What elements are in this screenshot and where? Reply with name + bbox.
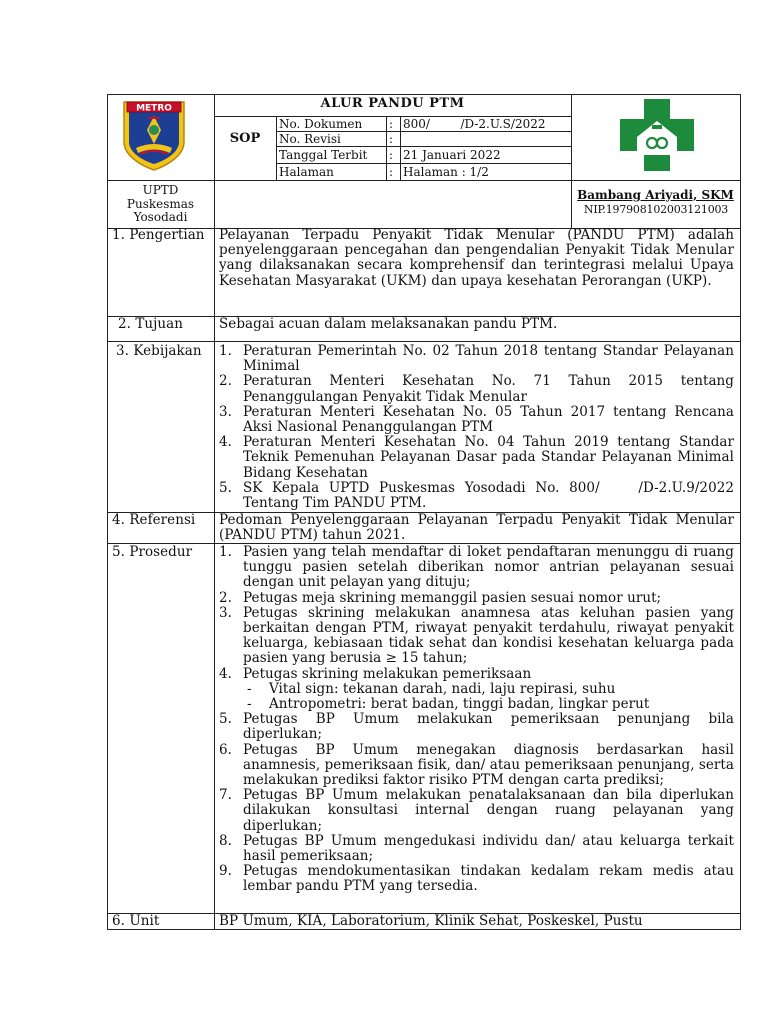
list-text: Petugas meja skrining memanggil pasien sesuai nomor urut; xyxy=(243,589,662,606)
meta-sep: : xyxy=(389,148,394,162)
list-text: Petugas BP Umum mengedukasi individu dan/ atau keluarga terkait hasil pemeriksaan; xyxy=(243,832,734,865)
tujuan-text: Sebagai acuan dalam melaksanakan pandu PTM. xyxy=(219,316,558,332)
unit-text: BP Umum, KIA, Laboratorium, Klinik Sehat, Poskeskel, Pustu xyxy=(219,913,643,929)
list-text: Petugas skrining melakukan anamnesa atas keluhan pasien yang berkaitan dengan PTM, riwayat penyakit terdahulu, riwayat penyakit keluarga, kebiasaan tidak sehat dan kondisi kesehatan keluarga pada pasien yang berusia ≥ 15 tahun; xyxy=(243,604,734,667)
logo-text: METRO xyxy=(136,103,172,114)
list-item xyxy=(219,479,739,512)
list-item xyxy=(219,435,734,481)
list-number: 1. xyxy=(219,544,232,560)
list-number: 3. xyxy=(219,403,232,420)
label-tujuan: 2. Tujuan xyxy=(118,316,183,332)
signer-nip: NIP.197908102003121003 xyxy=(583,203,729,216)
list-item xyxy=(219,374,734,404)
list-item xyxy=(219,606,734,667)
list-number: 3. xyxy=(219,604,232,621)
list-number: 4. xyxy=(219,434,232,451)
puskesmas-logo xyxy=(614,95,700,175)
signer-name: Bambang Ariyadi, SKM xyxy=(577,188,734,202)
meta-value-tanggal-terbit: 21 Januari 2022 xyxy=(403,148,501,162)
metro-logo xyxy=(118,98,190,172)
sub-list xyxy=(243,682,734,712)
pengertian-text: Pelayanan Terpadu Penyakit Tidak Menular (PANDU PTM) adalah penyelenggaraan pencegahan dan pengendalian Penyakit Tidak Menular yang dilaksanakan secara komprehensif dan terintegrasi melalui Upaya Kesehatan Masyarakat (UKM) dan upaya kesehatan Perorangan (UKP). xyxy=(219,227,734,289)
label-pengertian: 1. Pengertian xyxy=(112,227,205,243)
meta-sep: : xyxy=(389,132,394,146)
meta-sep: : xyxy=(389,165,394,179)
label-prosedur: 5. Prosedur xyxy=(112,544,193,560)
sub-list-text: Antropometri: berat badan, tinggi badan, lingkar perut xyxy=(269,696,650,713)
sub-list-item xyxy=(243,697,734,712)
org-line: Yosodadi xyxy=(133,210,188,224)
list-number: 9. xyxy=(219,863,232,880)
list-text: Peraturan Menteri Kesehatan No. 04 Tahun 2019 tentang Standar Teknik Pemenuhan Pelayanan Dasar pada Standar Pelayanan Minimal Bidang Kesehatan xyxy=(243,434,734,481)
label-unit: 6. Unit xyxy=(112,913,160,929)
list-item xyxy=(219,405,734,435)
kebijakan-list xyxy=(219,343,739,512)
list-number: 5. xyxy=(219,711,232,728)
dash: - xyxy=(247,680,252,697)
list-item xyxy=(219,545,734,591)
label-referensi: 4. Referensi xyxy=(112,512,196,528)
list-number: 4. xyxy=(219,665,232,682)
org-line: UPTD xyxy=(142,183,179,197)
list-text: Petugas BP Umum melakukan pemeriksaan penunjang bila diperlukan; xyxy=(243,711,734,743)
list-text: Pasien yang telah mendaftar di loket pendaftaran menunggu di ruang tunggu pasien setelah diberikan nomor antrian pelayanan sesuai dengan unit pelayan yang dituju; xyxy=(243,544,734,591)
list-text: SK Kepala UPTD Puskesmas Yosodadi No. 800/ /D-2.U.9/2022 Tentang Tim PANDU PTM. xyxy=(243,479,739,512)
list-item xyxy=(219,864,734,894)
list-text: Peraturan Menteri Kesehatan No. 05 Tahun 2017 tentang Rencana Aksi Nasional Penanggulangan PTM xyxy=(243,403,734,436)
meta-value-no-dokumen: 800/ /D-2.U.S/2022 xyxy=(403,117,546,131)
meta-label-no-dokumen: No. Dokumen xyxy=(279,117,363,131)
sop-label: SOP xyxy=(229,131,261,146)
list-text: Peraturan Pemerintah No. 02 Tahun 2018 tentang Standar Pelayanan Minimal xyxy=(243,343,734,375)
list-text: Petugas skrining melakukan pemeriksaan xyxy=(243,665,532,682)
list-item xyxy=(219,712,734,742)
list-number: 7. xyxy=(219,787,232,804)
list-text: Petugas BP Umum melakukan penatalaksanaan dan bila diperlukan dilakukan konsultasi internal dengan ruang pelayanan yang diperlukan; xyxy=(243,787,734,834)
label-kebijakan: 3. Kebijakan xyxy=(116,343,202,359)
org-name xyxy=(107,184,214,225)
prosedur-list xyxy=(219,545,734,895)
list-text: Peraturan Menteri Kesehatan No. 71 Tahun 2015 tentang Penanggulangan Penyakit Tidak Menular xyxy=(243,373,734,405)
list-item xyxy=(219,743,734,789)
list-item xyxy=(219,788,734,834)
meta-sep: : xyxy=(389,117,394,131)
list-number: 8. xyxy=(219,832,232,849)
dash: - xyxy=(247,696,252,713)
sub-list-item xyxy=(243,682,734,697)
list-text: Petugas BP Umum menegakan diagnosis berdasarkan hasil anamnesis, pemeriksaan fisik, dan/ atau pemeriksaan penunjang, serta melakukan prediksi faktor risiko PTM dengan carta prediksi; xyxy=(243,741,734,789)
list-text: Petugas mendokumentasikan tindakan kedalam rekam medis atau lembar pandu PTM yang tersedia. xyxy=(243,863,734,895)
org-line: Puskesmas xyxy=(126,196,195,211)
list-number: 2. xyxy=(219,589,232,606)
list-number: 1. xyxy=(219,343,232,359)
list-item xyxy=(219,834,734,864)
list-number: 2. xyxy=(219,373,232,390)
list-number: 6. xyxy=(219,741,232,758)
meta-value-halaman: Halaman : 1/2 xyxy=(403,165,489,179)
sub-list-text: Vital sign: tekanan darah, nadi, laju repirasi, suhu xyxy=(269,680,616,697)
meta-label-no-revisi: No. Revisi xyxy=(279,132,341,146)
document-title: ALUR PANDU PTM xyxy=(320,96,465,111)
meta-label-halaman: Halaman xyxy=(279,165,334,179)
list-number: 5. xyxy=(219,479,232,496)
meta-label-tanggal-terbit: Tanggal Terbit xyxy=(279,148,368,162)
list-item xyxy=(219,591,734,606)
referensi-text: Pedoman Penyelenggaraan Pelayanan Terpadu Penyakit Tidak Menular (PANDU PTM) tahun 2021. xyxy=(219,512,734,544)
list-item xyxy=(219,344,734,374)
list-item xyxy=(219,667,734,713)
